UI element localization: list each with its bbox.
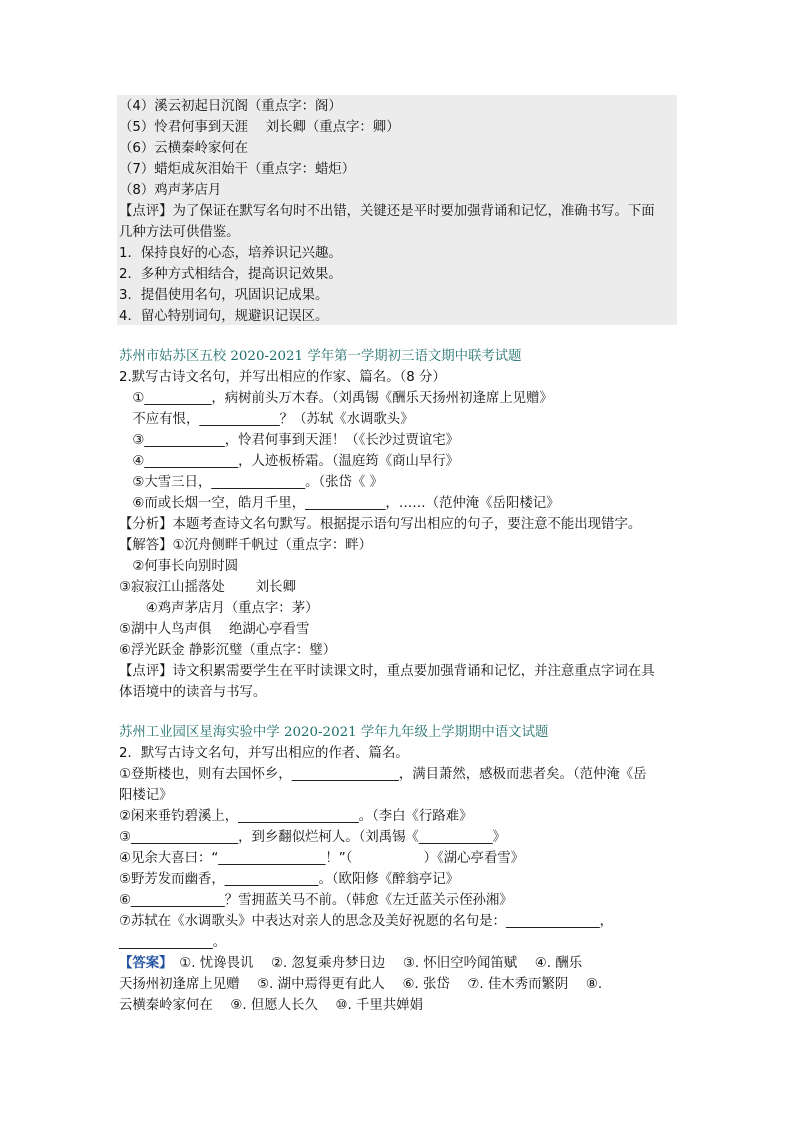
answer-line: ③寂寂江山摇落处 刘长卿 [119,580,296,595]
text-line: （5）怜君何事到天涯 刘长卿（重点字：卿） [119,120,400,135]
comment-line: 体语境中的读音与书写。 [119,685,267,700]
answer-line: ⑤湖中人鸟声俱 绝湖心亭看雪 [119,622,310,637]
answer-label: 【答案】 [119,956,166,971]
section-heading: 苏州工业园区星海实验中学 2020-2021 学年九年级上学期期中语文试题 [119,725,549,740]
list-item: 4．留心特别词句，规避识记误区。 [119,309,329,324]
section-heading: 苏州市姑苏区五校 2020-2021 学年第一学期初三语文期中联考试题 [119,349,522,364]
answer-line: ②何事长向别时圆 [119,559,239,574]
answer-line: 天扬州初逢席上见赠 ⑤. 湖中焉得更有此人 ⑥. 张岱 ⑦. 佳木秀而繁阴 ⑧. [119,977,603,992]
answer-line: 云横秦岭家何在 ⑨. 但愿人长久 ⑩. 千里共婵娟 [119,998,423,1013]
question-line: ______________。 [119,935,227,950]
question-line: 2．默写古诗文名句，并写出相应的作者、篇名。 [119,746,409,761]
question-line: 阳楼记》 [119,788,173,803]
comment-line: 几种方法可供借鉴。 [119,225,240,240]
question-line: ⑥而或长烟一空，皓月千里，____________，……（范仲淹《岳阳楼记》 [119,496,560,511]
question-line: ⑤野芳发而幽香，______________。（欧阳修《醉翁亭记》 [119,872,460,887]
question-line: ②闲来垂钓碧溪上，__________________。（李白《行路难》 [119,809,473,824]
text-line: （7）蜡炬成灰泪始干（重点字：蜡炬） [119,162,356,177]
answer-text: ①. 忧谗畏讥 ②. 忽复乘舟梦日边 ③. 怀旧空吟闻笛赋 ④. 酬乐 [165,956,583,971]
analysis-line: 【分析】本题考查诗文名句默写。根据提示语句写出相应的句子，要注意不能出现错字。 [119,517,642,532]
question-line: ①登斯楼也，则有去国怀乡，________________，满目萧然，感极而悲者矣。（范仲淹《岳 [119,767,647,782]
answer-line: ④鸡声茅店月（重点字：茅） [119,601,319,616]
question-line: ⑦苏轼在《水调歌头》中表达对亲人的思念及美好祝愿的名句是：______________， [119,914,614,929]
list-item: 3．提倡使用名句，巩固识记成果。 [119,288,329,303]
comment-line: 【点评】诗文积累需要学生在平时读课文时，重点要加强背诵和记忆，并注意重点字词在具 [119,664,655,679]
question-line: ①__________，病树前头万木春。（刘禹锡《酬乐天扬州初逢席上见赠》 [119,391,553,406]
question-line: ④______________，人迹板桥霜。（温庭筠《商山早行》 [119,454,460,469]
question-line: 2.默写古诗文名句，并写出相应的作家、篇名。（8 分） [119,370,446,385]
question-line: ④见余大喜曰：“________________！”（ ）《湖心亭看雪》 [119,851,525,866]
answer-line: ⑥浮光跃金 静影沉璧（重点字：璧） [119,643,337,658]
question-line: ③________________，到乡翻似烂柯人。（刘禹锡《___________》 [119,830,506,845]
text-line: （6）云横秦岭家何在 [119,141,249,156]
comment-line: 【点评】为了保证在默写名句时不出错，关键还是平时要加强背诵和记忆，准确书写。下面 [119,204,655,219]
question-line: ③____________，怜君何事到天涯！（《长沙过贾谊宅》 [119,433,460,448]
answer-line: 【解答】①沉舟侧畔千帆过（重点字：畔） [119,538,373,553]
answer-line [119,953,676,974]
question-line: ⑥______________？雪拥蓝关马不前。（韩愈《左迁蓝关示侄孙湘》 [119,893,513,908]
question-line: ⑤大雪三日，______________。（张岱《 》 [119,475,383,490]
text-line: （4）溪云初起日沉阁（重点字：阁） [119,99,342,114]
list-item: 1．保持良好的心态，培养识记兴趣。 [119,246,342,261]
text-line: （8）鸡声茅店月 [119,183,222,198]
question-line: 不应有恨，____________？（苏轼《水调歌头》 [119,412,414,427]
list-item: 2．多种方式相结合，提高识记效果。 [119,267,342,282]
